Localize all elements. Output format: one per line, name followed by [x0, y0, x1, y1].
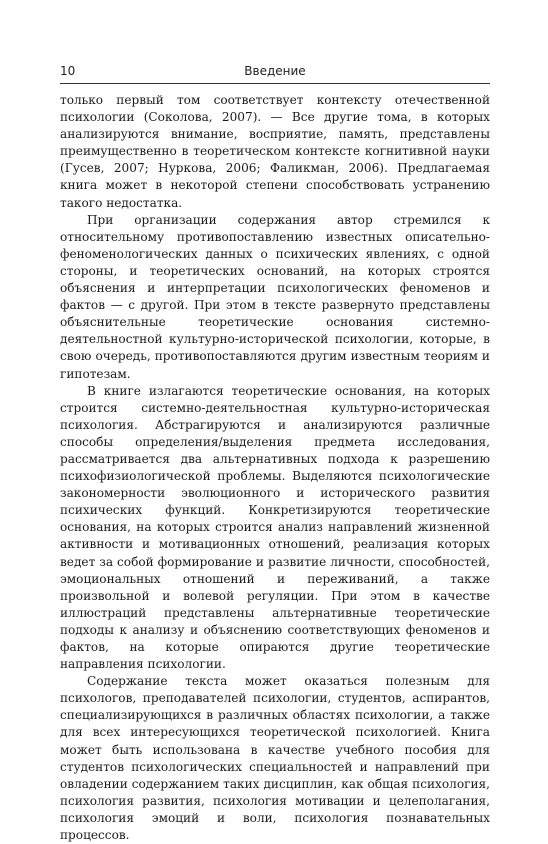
paragraph: В книге излагаются теоретические основания, на которых строится системно-деятельностная культурно-историческая психология. Абстрагируются и анализируются различные способы определения/выделения предмета исследования, рассматривается два альтернативных подхода к разрешению психофизиологической проблемы. Выделяются психологические закономерности эволюционного и исторического развития психических функций. Конкретизируются теоретические основания, на которых строится анализ направлений жизненной активности и мотивационных отношений, реализация которых ведет за собой формирование и развитие личности, способностей, эмоциональных отношений и переживаний, а также произвольной и волевой регуляции. При этом в качестве иллюстраций представлены альтернативные теоретические подходы к анализу и объяснению соответствующих феноменов и фактов, на которые опираются другие теоретические направления психологии.: [60, 383, 490, 672]
paragraph: При организации содержания автор стремился к относительному противопоставлению известных описательно-феноменологических данных о психических явлениях, с одной стороны, и теоретических оснований, на которых строятся объяснения и интерпретации психологических феноменов и фактов — с другой. При этом в тексте развернуто представлены объяснительные теоретические основания системно-деятельностной культурно-исторической психологии, которые, в свою очередь, противопоставляются другим известным теориям и гипотезам.: [60, 212, 490, 381]
running-head: [60, 64, 490, 82]
header-rule: [60, 83, 490, 84]
paragraph-continuation: только первый том соответствует контексту отечественной психологии (Соколова, 2007). — Все другие тома, в которых анализируются внимание, восприятие, память, представлены преимущественно в теоретическом контексте когнитивной науки (Гусев, 2007; Нуркова, 2006; Фаликман, 2006). Предлагаемая книга может в некоторой степени способствовать устранению такого недостатка.: [60, 93, 490, 210]
body-text: [60, 92, 490, 844]
paragraph: Содержание текста может оказаться полезным для психологов, преподавателей психологии, студентов, аспирантов, специализирующихся в различных областях психологии, а также для всех интересующихся теоретической психологией. Книга может быть использована в качестве учебного пособия для студентов психологических специальностей и направлений при овладении содержанием таких дисциплин, как общая психология, психология развития, психология мотивации и целеполагания, психология эмоций и воли, психология познавательных процессов.: [60, 674, 490, 843]
running-title: Введение: [244, 64, 306, 78]
page-number: 10: [60, 64, 76, 78]
